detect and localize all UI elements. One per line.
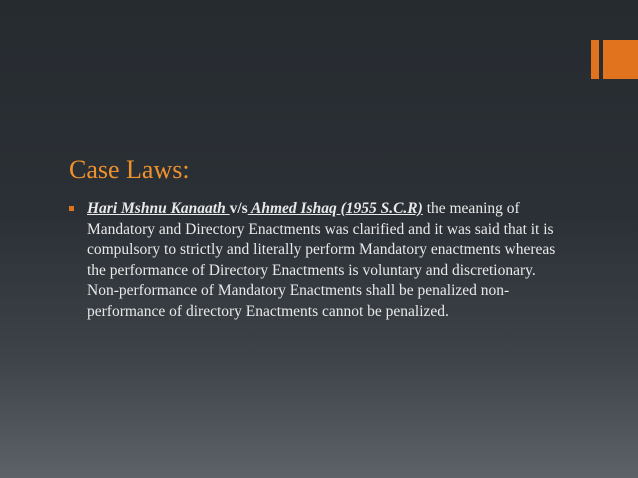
versus-label: v/s (229, 200, 248, 217)
square-bullet-icon (69, 206, 74, 211)
bullet-text (87, 199, 567, 322)
case-party-1: Hari Mshnu Kanaath (87, 200, 230, 217)
slide-content (69, 199, 579, 322)
case-party-2: Ahmed Ishaq (1955 S.C.R) (247, 200, 423, 217)
accent-bar-thick (591, 40, 599, 79)
bullet-body: the meaning of Mandatory and Directory Enactments was clarified and it was said that it is compulsory to strictly and literally perform Mandatory enactments whereas the performance of Directory Enactments is voluntary and discretionary. Non-performance of Mandatory Enactments shall be penalized non-performance of directory Enactments cannot be penalized. (87, 200, 556, 320)
accent-bar-wide (603, 40, 638, 79)
slide-title: Case Laws: (69, 155, 190, 184)
bullet-item (69, 199, 579, 322)
